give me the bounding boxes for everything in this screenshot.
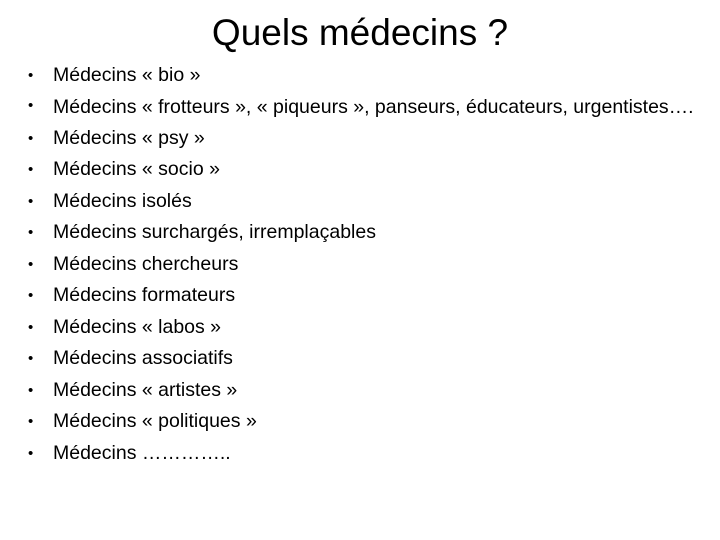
bullet-dot-icon: • <box>28 255 34 273</box>
bullet-text: Médecins « socio » <box>53 158 220 180</box>
bullet-dot-icon: • <box>28 67 34 84</box>
bullet-dot-icon: • <box>28 161 34 178</box>
bullet-item <box>28 406 708 438</box>
slide-title: Quels médecins ? <box>211 12 509 53</box>
bullet-text: Médecins isolés <box>53 189 192 212</box>
bullet-item <box>28 217 708 249</box>
bullet-item <box>28 123 708 155</box>
bullet-dot-icon: • <box>28 413 34 430</box>
bullet-text: Médecins « labos » <box>53 315 222 338</box>
bullet-dot-icon: • <box>28 318 34 336</box>
bullet-item <box>28 249 708 281</box>
bullet-list <box>28 60 708 469</box>
bullet-item <box>28 343 708 375</box>
bullet-dot-icon: • <box>28 96 34 114</box>
bullet-dot-icon: • <box>28 350 34 367</box>
bullet-item <box>28 92 708 123</box>
bullet-item <box>28 60 708 92</box>
bullet-text: Médecins « artistes » <box>53 378 238 401</box>
bullet-dot-icon: • <box>28 444 34 462</box>
bullet-text: Médecins « psy » <box>53 126 205 149</box>
bullet-item <box>28 375 708 407</box>
bullet-text: Médecins formateurs <box>53 284 236 306</box>
bullet-item <box>28 280 708 312</box>
bullet-text: Médecins surchargés, irremplaçables <box>53 221 376 243</box>
bullet-item <box>28 154 708 186</box>
bullet-item <box>28 312 708 344</box>
bullet-text: Médecins « politiques » <box>53 410 257 432</box>
bullet-dot-icon: • <box>28 192 34 210</box>
bullet-item <box>28 186 708 218</box>
bullet-text: Médecins chercheurs <box>53 252 239 275</box>
bullet-dot-icon: • <box>28 381 34 399</box>
bullet-text: Médecins « frotteurs », « piqueurs », panseurs, éducateurs, urgentistes…. <box>53 95 694 118</box>
bullet-text: Médecins « bio » <box>53 64 201 86</box>
bullet-dot-icon: • <box>28 224 34 241</box>
bullet-dot-icon: • <box>28 129 34 147</box>
bullet-text: Médecins associatifs <box>53 347 233 369</box>
bullet-text: Médecins ………….. <box>53 441 231 464</box>
bullet-dot-icon: • <box>28 287 34 304</box>
bullet-item <box>28 438 708 470</box>
